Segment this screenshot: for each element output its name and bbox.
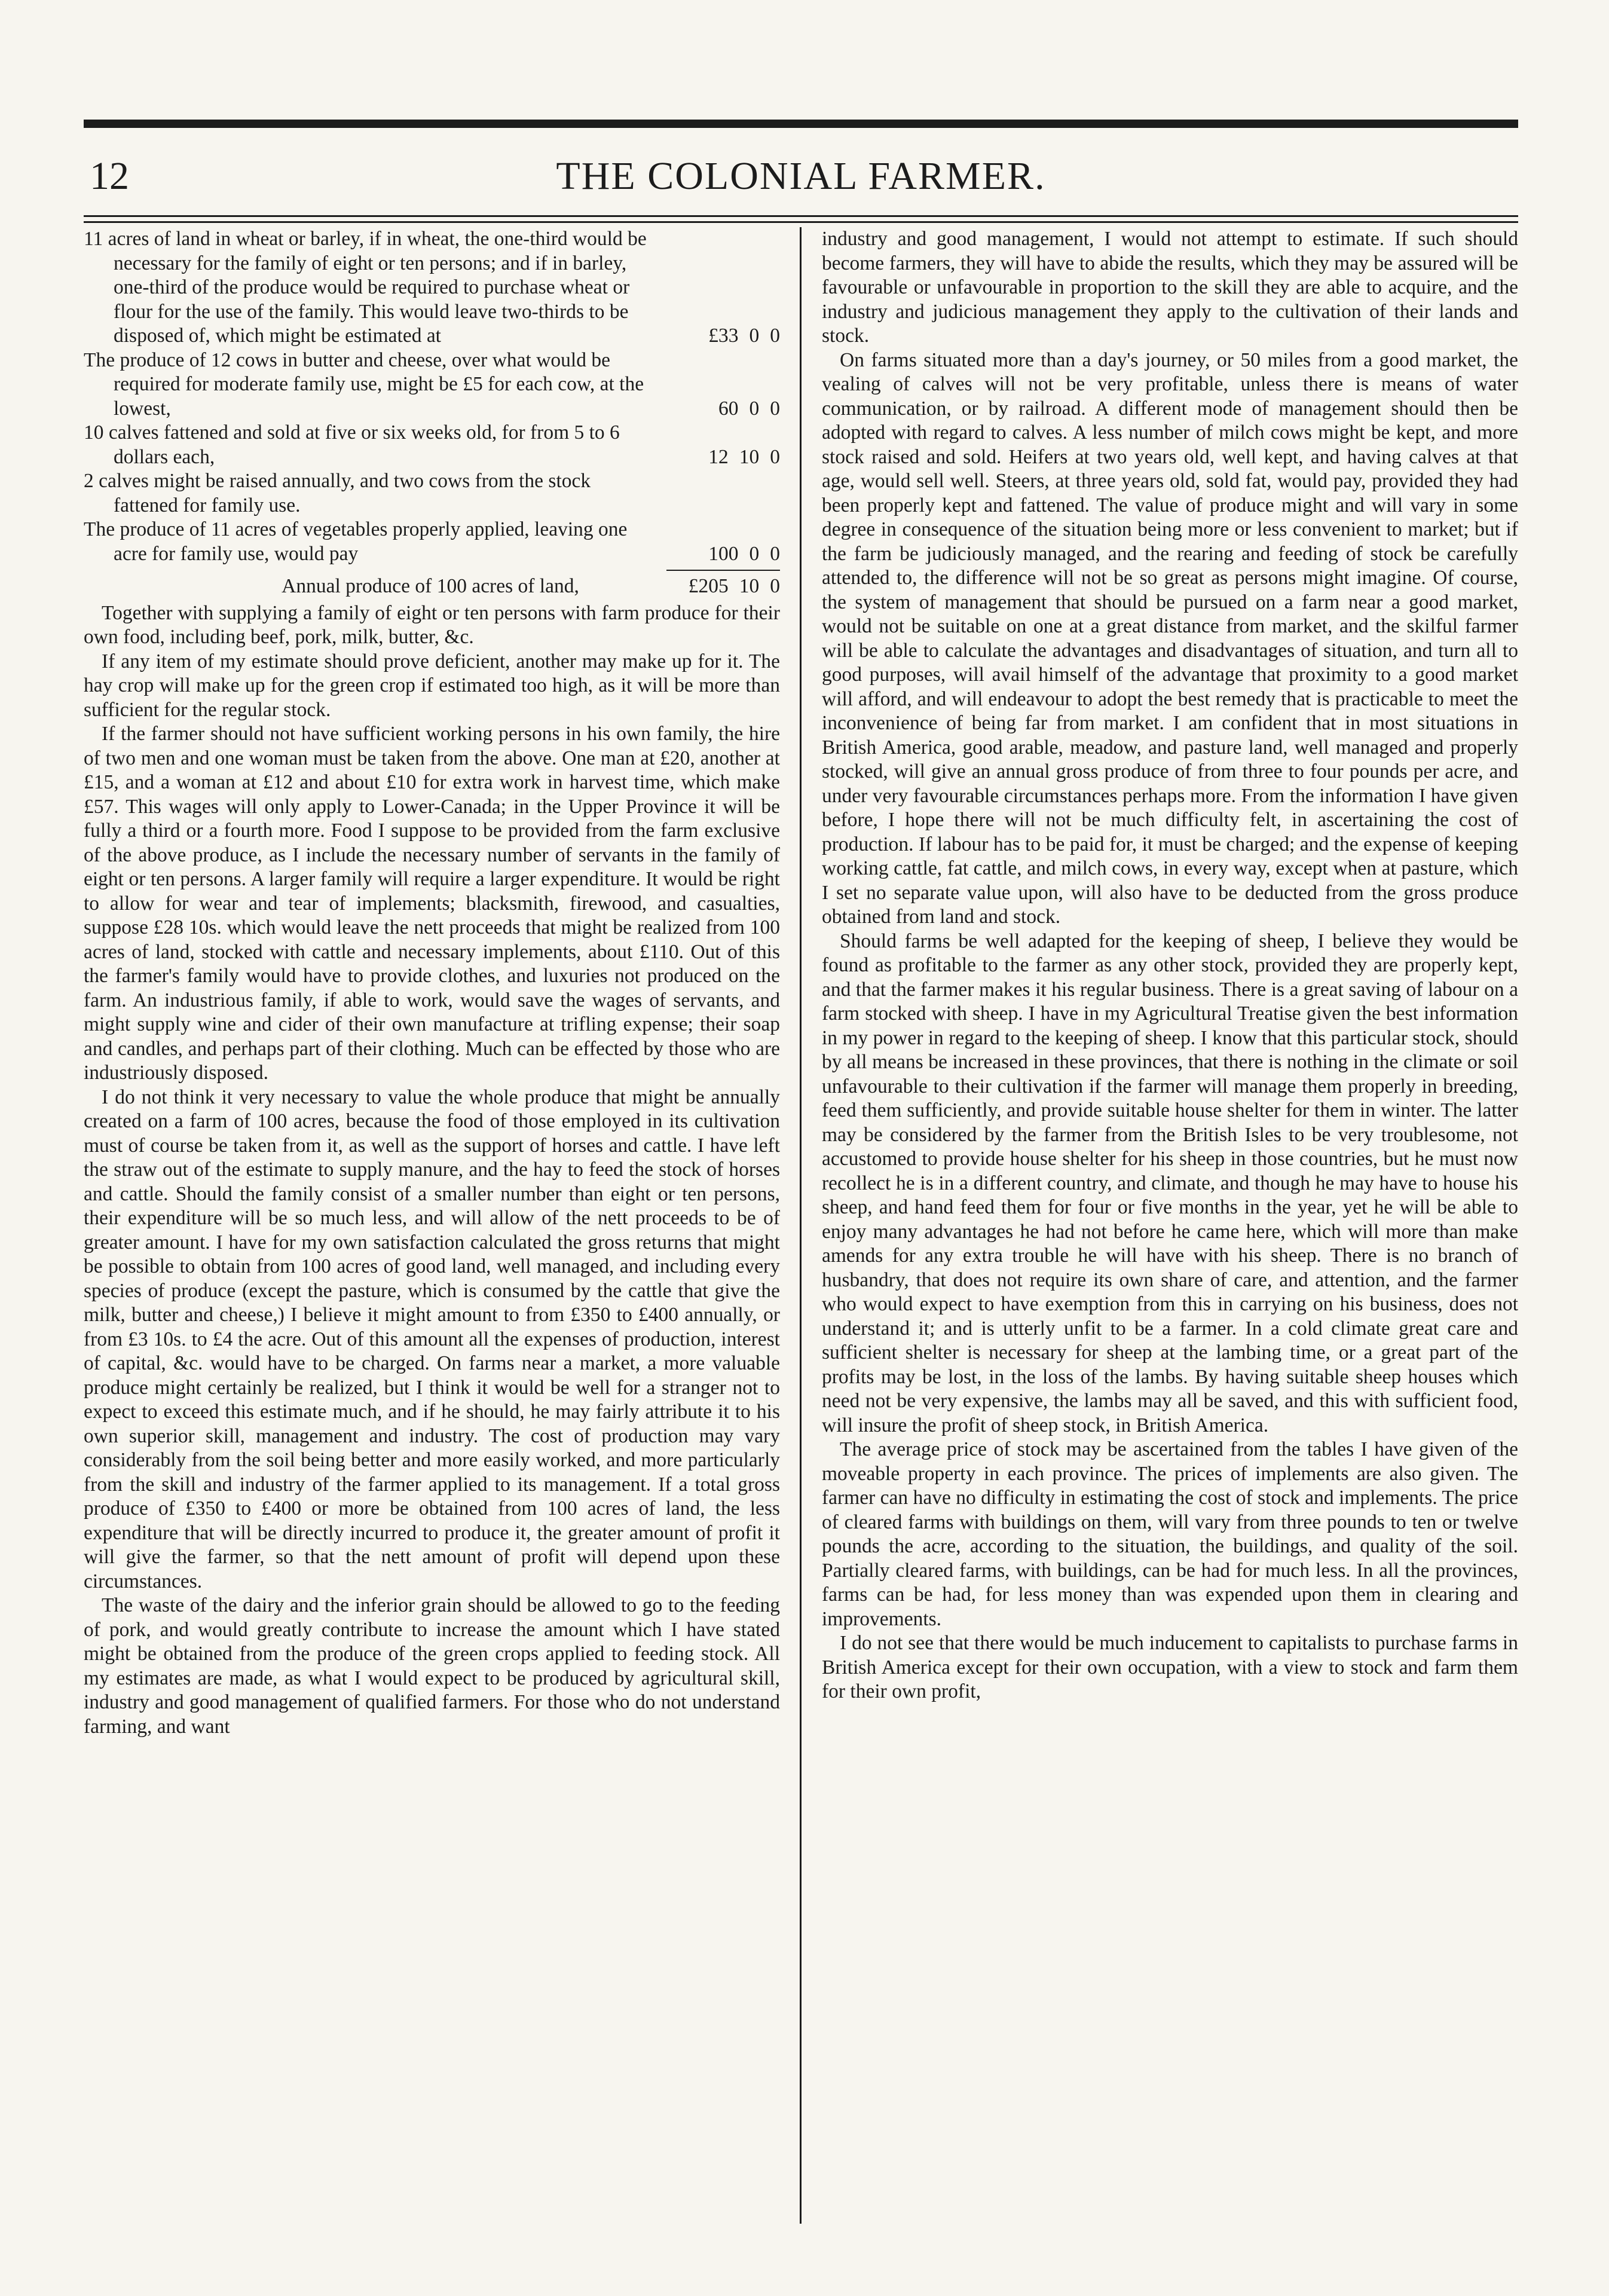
- amount-pence: 0: [770, 445, 780, 468]
- header-rule-bottom: [84, 221, 1518, 223]
- estimate-entry: [84, 348, 780, 421]
- amount-pence: 0: [770, 397, 780, 420]
- paragraph: I do not see that there would be much inducement to capitalists to purchase farms in British America except for their own occupation, with a view to stock and farm them for their own profit,: [822, 1632, 1518, 1702]
- top-rule: [84, 120, 1518, 128]
- amount-shillings: 0: [749, 542, 760, 565]
- amount-pounds: 100: [708, 542, 739, 565]
- entry-text: 2 calves might be raised annually, and two cows from the stock fattened for family use.: [84, 470, 591, 516]
- paragraph: industry and good management, I would not attempt to estimate. If such should become farmers, they will have to abide the results, which they may be assured will be favourable or unfavourable in proportion to the skill they are able to acquire, and the industry and judicious management they apply to the cultivation of their lands and stock.: [822, 228, 1518, 347]
- estimate-entry: [84, 421, 780, 469]
- entry-amount: [663, 445, 780, 470]
- paragraph: The waste of the dairy and the inferior grain should be allowed to go to the feeding of pork, and would greatly contribute to increase the amount which I have stated might be obtained from the produce of the green crops applied to feeding stock. All my estimates are made, as what I would expect to be produced by agricultural skill, industry and good management of qualified farmers. For those who do not understand farming, and want: [84, 1594, 780, 1738]
- running-title: THE COLONIAL FARMER.: [556, 154, 1046, 198]
- paragraph: Together with supplying a family of eight or ten persons with farm produce for their own food, including beef, pork, milk, butter, &c.: [84, 601, 780, 648]
- column-divider: [800, 227, 802, 2224]
- text-columns: [84, 227, 1518, 2236]
- entry-amount: [663, 324, 780, 348]
- amount-shillings: 10: [739, 445, 760, 468]
- amount-shillings: 0: [749, 397, 760, 420]
- right-column: [822, 227, 1518, 2236]
- paragraph: If the farmer should not have sufficient working persons in his own family, the hire of two men and one woman must be taken from the above. One man at £20, another at £15, and a woman at £12 and about £10 for extra work in harvest time, which make £57. This wages will only apply to Lower-Canada; in the Upper Province it will be fully a third or a fourth more. Food I suppose to be provided from the farm exclusive of the above produce, as I include the necessary number of servants in the family of eight or ten persons. A larger family will require a larger expenditure. It would be right to allow for wear and tear of implements; blacksmith, firewood, and casualties, suppose £28 10s. which would leave the nett proceeds that might be realized from 100 acres of land, stocked with cattle and necessary implements, about £110. Out of this the farmer's family would have to provide clothes, and luxuries not produced on the farm. An industrious family, if able to work, would save the wages of servants, and might supply wine and cider of their own manufacture at trifling expense; their soap and candles, and perhaps part of their clothing. Much can be effected by those who are industriously disposed.: [84, 723, 780, 1084]
- entry-amount: [663, 397, 780, 421]
- header-rule-top: [84, 215, 1518, 217]
- paragraph: On farms situated more than a day's journey, or 50 miles from a good market, the vealing of calves will not be very profitable, unless there is means of water communication, or by railroad. A different mode of management should then be adopted with regard to calves. A less number of milch cows might be kept, and more stock raised and sold. Heifers at two years old, well kept, and having calves at that age, would sell well. Steers, at three years old, sold fat, would pay, provided they had been properly kept and fattened. The value of produce might and will vary in some degree in consequence of the situation being more or less convenient to market; but if the farm be judiciously managed, and the rearing and feeding of stock be carefully attended to, the difference will not be so great as persons might imagine. Of course, the system of management that should be pursued on a farm near a good market, would not be suitable on one at a great distance from market, and the skilful farmer will be able to calculate the advantages and disadvantages of situation, and turn all to good purposes, will avail himself of the advantage that proximity to a good market will afford, and will endeavour to adopt the best remedy that is practicable to meet the inconvenience of being far from market. I am confident that in most situations in British America, good arable, meadow, and pasture land, well managed and properly stocked, will give an annual gross produce of from three to four pounds per acre, and under very favourable circumstances perhaps more. From the information I have given before, I hope there will not be much difficulty felt, in ascertaining the cost of production. If labour has to be paid for, it must be charged; and the expense of keeping working cattle, fat cattle, and milch cows, in every way, except when at pasture, which I set no separate value upon, will also have to be deducted from the gross produce obtained from land and stock.: [822, 348, 1518, 928]
- paragraph: If any item of my estimate should prove deficient, another may make up for it. The hay crop will make up for the green crop if estimated too high, as it will be more than sufficient for the regular stock.: [84, 650, 780, 721]
- page-header: [84, 140, 1518, 212]
- left-column: [84, 227, 780, 2236]
- total-pounds: £205: [688, 575, 729, 597]
- amount-pounds: 60: [718, 397, 739, 420]
- amount-shillings: 0: [749, 325, 760, 347]
- total-shillings: 10: [739, 575, 760, 597]
- amount-pounds: 12: [708, 445, 729, 468]
- estimate-entry: [84, 227, 780, 348]
- page-number: 12: [90, 154, 129, 198]
- estimate-entry: [84, 518, 780, 566]
- amount-pounds: £33: [708, 325, 739, 347]
- total-label: Annual produce of 100 acres of land,: [282, 575, 579, 597]
- total-amount: [663, 574, 780, 599]
- entry-text: 10 calves fattened and sold at five or six weeks old, for from 5 to 6 dollars each,: [84, 421, 620, 468]
- amount-pence: 0: [770, 542, 780, 565]
- entry-text: 11 acres of land in wheat or barley, if in wheat, the one-third would be necessary for the family of eight or ten persons; and if in barley, one-third of the produce would be required to purchase wheat or flour for the use of the family. This would leave two-thirds to be disposed of, which might be estimated at: [84, 228, 647, 347]
- newspaper-page: [84, 108, 1518, 2236]
- entry-text: The produce of 12 cows in butter and cheese, over what would be required for moderate family use, might be £5 for each cow, at the lowest,: [84, 348, 644, 420]
- sum-rule: [666, 570, 780, 571]
- entry-text: The produce of 11 acres of vegetables properly applied, leaving one acre for family use, would pay: [84, 518, 628, 565]
- estimate-entry: [84, 469, 780, 518]
- entry-amount: [663, 542, 780, 567]
- total-pence: 0: [770, 575, 780, 597]
- produce-estimate-table: [84, 227, 780, 599]
- paragraph: The average price of stock may be ascertained from the tables I have given of the moveable property in each province. The prices of implements are also given. The farmer can have no difficulty in estimating the cost of stock and implements. The price of cleared farms with buildings on them, will vary from three pounds to ten or twelve pounds the acre, according to the situation, the buildings, and quality of the soil. Partially cleared farms, with buildings, can be had for much less. In all the provinces, farms can be had, for less money than was expended upon them in clearing and improvements.: [822, 1438, 1518, 1630]
- paragraph: I do not think it very necessary to value the whole produce that might be annually created on a farm of 100 acres, because the food of those employed in its cultivation must of course be taken from it, as well as the support of horses and cattle. I have left the straw out of the estimate to supply manure, and the hay to feed the stock of horses and cattle. Should the family consist of a smaller number than eight or ten persons, their expenditure will be so much less, and will allow of the nett proceeds to be of greater amount. I have for my own satisfaction calculated the gross returns that might be possible to obtain from 100 acres of good land, well managed, and including every species of produce (except the pasture, which is consumed by the cattle that give the milk, butter and cheese,) I believe it might amount to from £350 to £400 annually, or from £3 10s. to £4 the acre. Out of this amount all the expenses of production, interest of capital, &c. would have to be charged. On farms near a market, a more valuable produce might certainly be realized, but I think it would be well for a stranger not to expect to exceed this estimate much, and if he should, he may fairly attribute it to his own superior skill, management and industry. The cost of production may vary considerably from the soil being better and more easily worked, and more particularly from the skill and industry of the farmer applied to its management. If a total gross produce of £350 to £400 or more be obtained from 100 acres of land, the less expenditure that will be directly incurred to produce it, the greater amount of profit it will give the farmer, so that the nett amount of profit will depend upon these circumstances.: [84, 1086, 780, 1592]
- paragraph: Should farms be well adapted for the keeping of sheep, I believe they would be found as profitable to the farmer as any other stock, provided they are properly kept, and that the farmer makes it his regular business. There is a great saving of labour on a farm stocked with sheep. I have in my Agricultural Treatise given the best information in my power in regard to the keeping of sheep. I know that this particular stock, should by all means be increased in these provinces, that there is nothing in the climate or soil unfavourable to their cultivation if the farmer will manage them properly in breeding, feed them sufficiently, and provide suitable house shelter for them in winter. The latter may be considered by the farmer from the British Isles to be very troublesome, not accustomed to provide house shelter for his sheep in those countries, but he must now recollect he is in a different country, and climate, and though he may have to house his sheep, and hand feed them for four or five months in the year, yet he will be able to enjoy many advantages he had not before he came here, which will more than make amends for any extra trouble he will have with his sheep. There is no branch of husbandry, that does not require its own share of care, and attention, and the farmer who would expect to have exemption from this in carrying on his business, does not understand it; and is utterly unfit to be a farmer. In a cold climate great care and sufficient shelter is necessary for sheep at the lambing time, or a great part of the profits may be lost, in the loss of the lambs. By having suitable sheep houses which need not be very expensive, the lambs may all be saved, and this with sufficient food, will insure the profit of sheep stock, in British America.: [822, 930, 1518, 1436]
- amount-pence: 0: [770, 325, 780, 347]
- estimate-total: [84, 574, 780, 599]
